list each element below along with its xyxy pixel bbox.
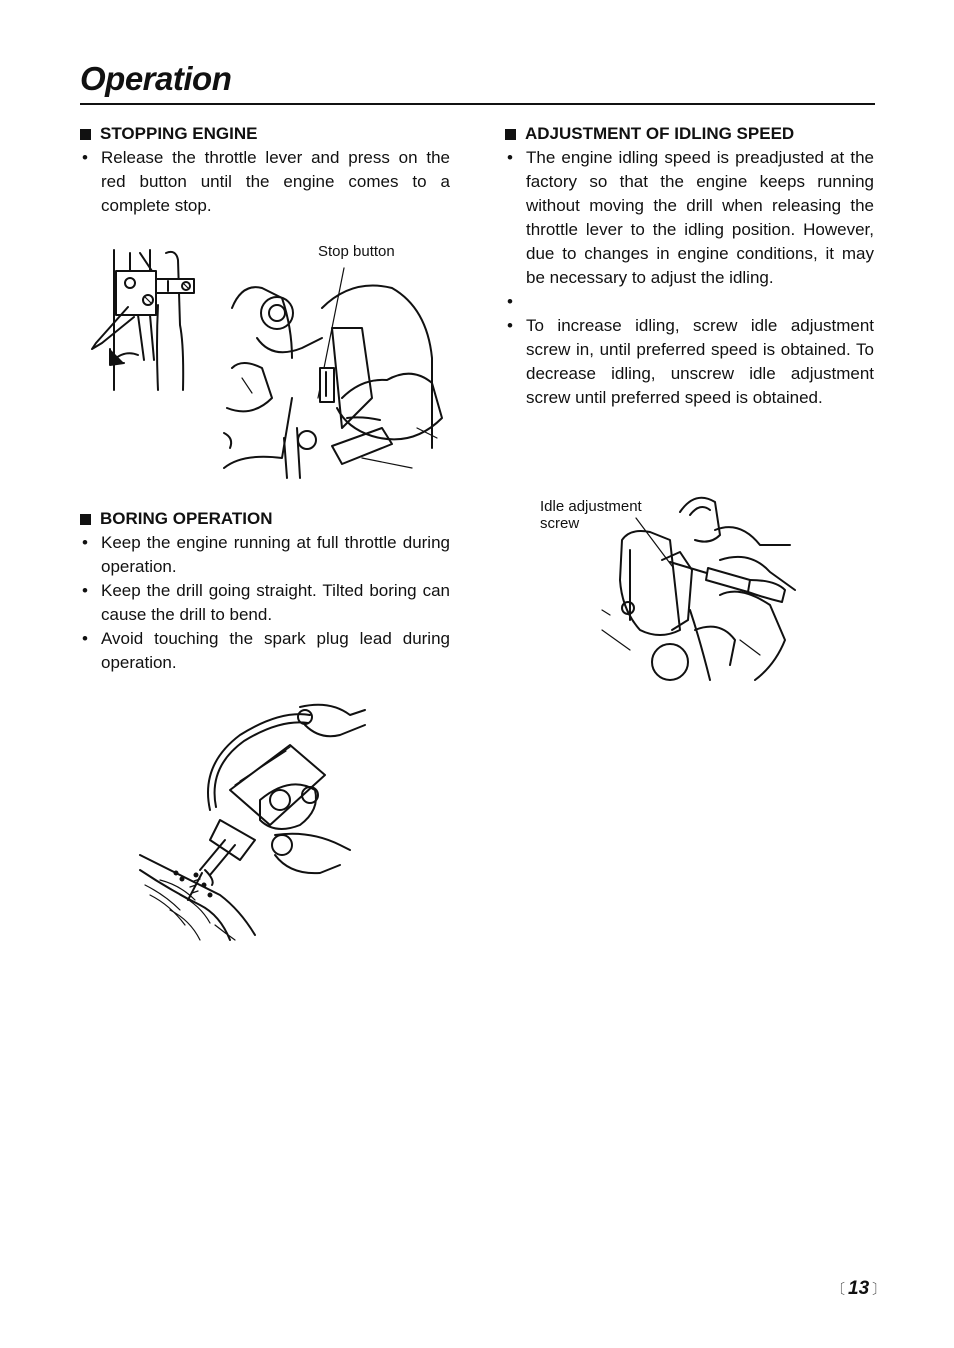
page-number-bracket-right: 〕 xyxy=(872,1281,887,1297)
stopping-bullet: • Release the throttle lever and press on the red button until the engine comes to a complete stop. xyxy=(80,146,450,218)
idling-bullet: • The engine idling speed is preadjusted at the factory so that the engine keeps running without moving the drill when releasing the throttle lever to the idling position. However, due to changes in engine conditions, it may be necessary to adjust the idling. xyxy=(505,146,874,290)
stopping-bullet-list xyxy=(80,146,450,218)
square-bullet-icon xyxy=(505,129,516,140)
idling-heading xyxy=(505,122,874,146)
stop-button-label: Stop button xyxy=(318,243,395,260)
section-idling-adjustment xyxy=(505,122,874,410)
page-number-bracket-left: 〔 xyxy=(831,1281,845,1297)
idle-screw-label-line2: screw xyxy=(540,515,580,532)
idle-adjustment-illustration xyxy=(600,490,800,695)
section-stopping-engine xyxy=(80,122,450,218)
stopping-heading-text: STOPPING ENGINE xyxy=(100,124,258,143)
idling-bullet: • To increase idling, screw idle adjustment screw in, until preferred speed is obtained. To decrease idling, unscrew idle adjustment screw until preferred speed is obtained. xyxy=(505,314,874,410)
idle-screw-label-line1: Idle adjustment xyxy=(540,498,642,515)
idling-bullet-list xyxy=(505,146,874,410)
page-title: Operation xyxy=(80,60,232,97)
boring-bullet: • Keep the engine running at full throttle during operation. xyxy=(80,531,450,579)
idling-heading-text: ADJUSTMENT OF IDLING SPEED xyxy=(525,124,795,143)
throttle-lever-illustration xyxy=(88,245,208,395)
boring-heading xyxy=(80,507,450,531)
boring-bullet-list xyxy=(80,531,450,675)
bullet-spacer xyxy=(505,290,874,314)
page-number-value: 13 xyxy=(848,1278,870,1299)
page-number xyxy=(828,1278,889,1300)
square-bullet-icon xyxy=(80,129,91,140)
boring-bullet: • Avoid touching the spark plug lead during operation. xyxy=(80,627,450,675)
stopping-heading xyxy=(80,122,450,146)
boring-operation-illustration xyxy=(140,695,370,960)
square-bullet-icon xyxy=(80,514,91,525)
boring-heading-text: BORING OPERATION xyxy=(100,509,273,528)
boring-bullet: • Keep the drill going straight. Tilted boring can cause the drill to bend. xyxy=(80,579,450,627)
title-rule xyxy=(80,103,875,105)
stop-button-illustration xyxy=(222,268,452,483)
section-boring-operation xyxy=(80,507,450,675)
